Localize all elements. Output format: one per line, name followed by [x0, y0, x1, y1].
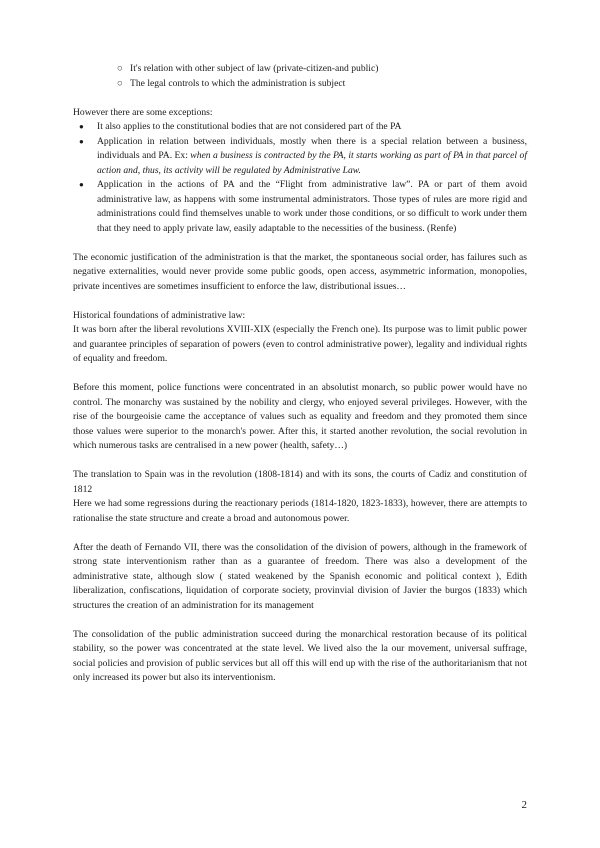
page-number: 2: [521, 799, 527, 811]
exception-item: ● Application in relation between individuals, mostly when there is a special relation between a business, individuals and PA. Ex: when a business is contracted by the PA, it starts working as part of PA in that parcel of action and, thus, its activity will be regulated by Administrative Law.: [79, 135, 527, 176]
exception-item: ● Application in the actions of PA and the “Flight from administrative law”. PA or part of them avoid administrative law, as happens with some instrumental administrators. Those types of rules are more rigid and administrations could find themselves unable to work under those conditions, or so difficult to work under them that they need to apply private law, easily adaptable to the necessities of the business. (Renfe): [79, 179, 527, 234]
disc-bullet-icon: ●: [79, 136, 84, 146]
document-page: [73, 62, 527, 686]
circle-bullet-icon: ○: [117, 63, 123, 74]
exceptions-intro: However there are some exceptions:: [73, 106, 213, 118]
fernando-paragraph: After the death of Fernando VII, there was the consolidation of the division of powers, although in the framework of strong state interventionism rather than as a guarantee of freedom. There was also a development of the administrative state, although slow ( stated weakened by the Spanish economic and political context ), Edith liberalization, confiscations, liquidation of corporate society, provinvial division of Javier the burgos (1833) which structures the creation of an administration for its management: [73, 541, 527, 611]
circle-bullet-icon: ○: [117, 77, 123, 89]
sub-list: [73, 62, 527, 91]
example-text: when a business is contracted by the PA, it starts working as part of PA in that parcel of action and, thus, its activity will be regulated by Administrative Law.: [97, 150, 527, 176]
historical-paragraph: It was born after the liberal revolutions XVIII-XIX (especially the French one). Its purpose was to limit public power and guarantee principles of separation of powers (even to control administrative power), legality and individual rights of equality and freedom.: [73, 324, 527, 364]
regressions-paragraph: Here we had some regressions during the reactionary periods (1814-1820, 1823-1833), however, there are attempts to rationalise the state structure and create a broad and autonomous power.: [73, 498, 527, 524]
exceptions-list: [73, 120, 527, 236]
sub-list-item: ○ It's relation with other subject of law (private-citizen-and public): [130, 62, 527, 77]
disc-bullet-icon: ●: [79, 180, 84, 189]
before-paragraph: Before this moment, police functions were concentrated in an absolutist monarch, so public power would have no control. The monarchy was sustained by the nobility and clergy, who enjoyed several privileges. However, with the rise of the bourgeoisie came the acceptance of values such as equality and freedom and they promoted them since those values were superior to the monarch's power. After this, it started another revolution, the social revolution in which numerous tasks are centralised in a new power (health, safety…): [73, 382, 527, 451]
exception-item: ● It also applies to the constitutional bodies that are not considered part of the PA: [97, 120, 527, 135]
spain-paragraph: The translation to Spain was in the revolution (1808-1814) and with its sons, the courts of Cadiz and constitution of 1812: [73, 469, 527, 495]
sub-list-item: ○ The legal controls to which the administration is subject: [130, 77, 527, 92]
economic-paragraph: The economic justification of the administration is that the market, the spontaneous social order, has failures such as negative externalities, would never provide some public goods, open access, asymmetric information, monopolies, private incentives are sometimes insufficient to enforce the law, distributional issues…: [73, 251, 527, 292]
disc-bullet-icon: ●: [79, 122, 84, 131]
historical-heading: Historical foundations of administrative law:: [73, 309, 246, 321]
consolidation-paragraph: The consolidation of the public administration succeed during the monarchical restoration because of its political stability, so the power was concentrated at the state level. We lived also the la our movement, universal suffrage, social policies and provision of public services but all off this will end up with the rise of the authoritarianism that not only increased its power but also its interventionism.: [73, 628, 527, 683]
